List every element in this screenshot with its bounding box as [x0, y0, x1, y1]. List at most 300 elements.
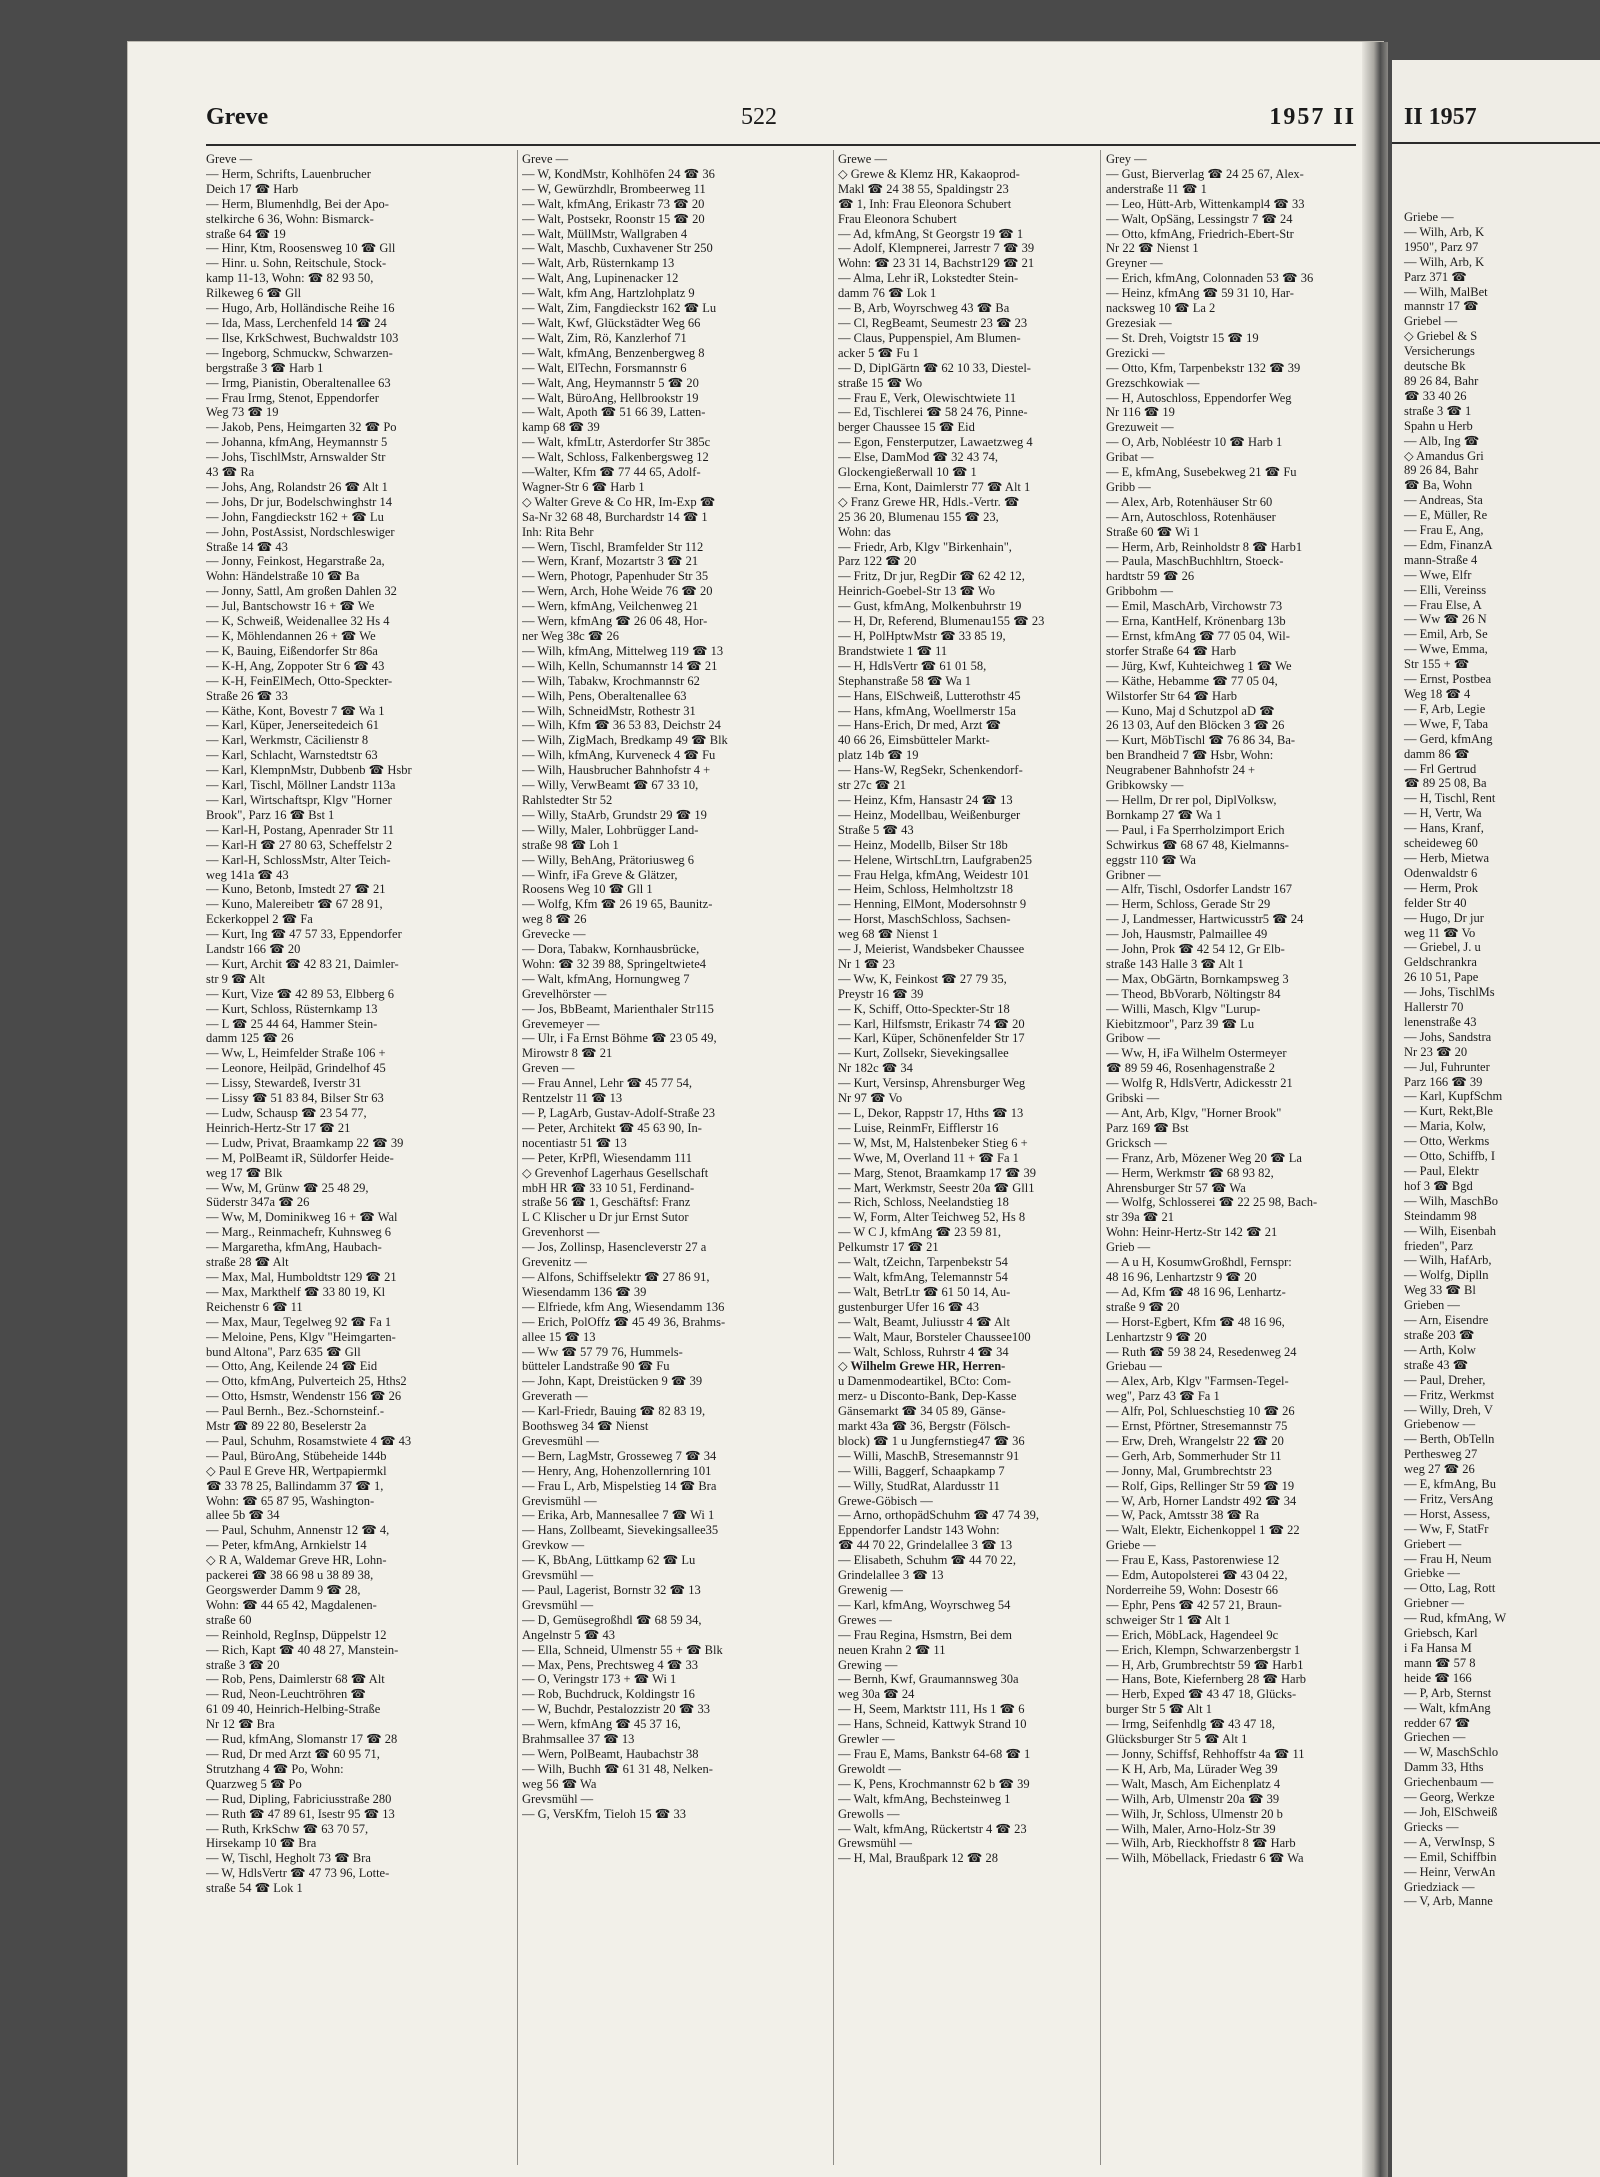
facing-page-rule [1392, 142, 1600, 144]
directory-entry-line: Greve — [206, 152, 253, 166]
directory-entry-line: Nr 182c ☎ 34 [838, 1061, 913, 1076]
directory-entry-line: — Paula, MaschBuchhltrn, Stoeck- [1106, 554, 1284, 569]
directory-entry-line: — Frau E, Verk, Olewischtwiete 11 [838, 390, 1017, 405]
directory-entry-line: — Karl-Friedr, Bauing ☎ 82 83 19, [522, 1404, 706, 1419]
directory-entry-line: — Meloine, Pens, Klgv "Heimgarten- [206, 1329, 396, 1344]
directory-entry-line: damm 76 ☎ Lok 1 [838, 286, 937, 301]
directory-entry-line: — Walt, kfm Ang, Hartzlohplatz 9 [522, 286, 695, 301]
directory-entry-line: Pelkumstr 17 ☎ 21 [838, 1240, 939, 1255]
directory-entry-line: — W, Gewürzhdlr, Brombeerweg 11 [522, 181, 706, 196]
directory-entry-line: — Walt, kfmAng, Bechsteinweg 1 [838, 1791, 1011, 1806]
facing-page-entry-line: Perthesweg 27 [1404, 1447, 1478, 1462]
directory-entry-line: Grevismühl — [522, 1493, 597, 1508]
directory-entry-line: — Walt, Kwf, Glückstädter Weg 66 [522, 315, 701, 330]
directory-entry-line: weg 68 ☎ Nienst 1 [838, 927, 939, 942]
directory-entry-line: Grevecke — [522, 927, 586, 942]
facing-page-entry-line: — Herb, Mietwa [1404, 850, 1490, 865]
directory-entry-line: Gricksch — [1106, 1135, 1167, 1150]
directory-entry-line: Grezicki — [1106, 345, 1165, 360]
facing-page-entry-line: 26 10 51, Pape [1404, 970, 1479, 985]
directory-entry-line: — Wilh, Maler, Arno-Holz-Str 39 [1106, 1821, 1276, 1836]
directory-entry-line: Eppendorfer Landstr 143 Wohn: [838, 1523, 1000, 1538]
directory-entry-line: — Ww, L, Heimfelder Straße 106 + [206, 1046, 386, 1061]
directory-entry-line: — Wern, PolBeamt, Haubachstr 38 [522, 1746, 699, 1761]
directory-entry-line: — Erw, Dreh, Wrangelstr 22 ☎ 20 [1106, 1433, 1284, 1448]
directory-entry-line: Wiesendamm 136 ☎ 39 [522, 1284, 647, 1299]
directory-entry-line: Nr 22 ☎ Nienst 1 [1106, 241, 1199, 256]
directory-entry-line: Griebau — [1106, 1359, 1162, 1374]
directory-entry-line: — Otto, Hsmstr, Wendenstr 156 ☎ 26 [206, 1389, 402, 1404]
facing-page-entry-line: — Frl Gertrud [1404, 761, 1477, 776]
facing-page-entry-line: — Otto, Lag, Rott [1404, 1581, 1496, 1596]
column-divider [1100, 150, 1101, 2165]
directory-entry-line: Grewe — [838, 152, 887, 166]
directory-entry-line: u Damenmodeartikel, BCto: Com- [838, 1374, 1011, 1389]
directory-entry-line: Grindelallee 3 ☎ 13 [838, 1568, 944, 1583]
directory-entry-line: — W, HdlsVertr ☎ 47 73 96, Lotte- [206, 1866, 390, 1881]
directory-entry-line: — Friedr, Arb, Klgv "Birkenhain", [838, 539, 1012, 554]
directory-entry-line: bund Altona", Parz 635 ☎ Gll [206, 1344, 361, 1359]
directory-entry-line: weg", Parz 43 ☎ Fa 1 [1106, 1389, 1220, 1404]
directory-entry-line: — Edm, Autopolsterei ☎ 43 04 22, [1106, 1568, 1288, 1583]
directory-entry-line: Wohn: das [838, 524, 891, 539]
directory-entry-line: — Lissy, Stewardeß, Iverstr 31 [206, 1076, 362, 1091]
directory-entry-line: — Emil, MaschArb, Virchowstr 73 [1106, 599, 1283, 614]
directory-entry-line: — Erich, kfmAng, Colonnaden 53 ☎ 36 [1106, 271, 1314, 286]
directory-entry-line: Straße 60 ☎ Wi 1 [1106, 524, 1200, 539]
directory-entry-line: — Karl, Küper, Jenerseitedeich 61 [206, 718, 380, 733]
directory-entry-line: — Wern, kfmAng ☎ 45 37 16, [522, 1717, 681, 1732]
directory-entry-line: Grezuweit — [1106, 420, 1174, 435]
facing-page-entry-line: — Ww ☎ 26 N [1404, 612, 1487, 627]
directory-entry-line: — Alex, Arb, Klgv "Farmsen-Tegel- [1106, 1374, 1289, 1389]
facing-page-entry-line: ☎ Ba, Wohn [1404, 478, 1473, 493]
directory-entry-line: — Jos, BbBeamt, Marienthaler Str115 [522, 1001, 714, 1016]
facing-page-entry-line: hof 3 ☎ Bgd [1404, 1178, 1473, 1193]
directory-entry-line: — Max, ObGärtn, Bornkampsweg 3 [1106, 971, 1289, 986]
directory-entry-line: — Jonny, Schiffsf, Rehhoffstr 4a ☎ 11 [1106, 1746, 1305, 1761]
directory-entry-line: — Erika, Arb, Mannesallee 7 ☎ Wi 1 [522, 1508, 715, 1523]
directory-entry-line: — Erich, Klempn, Schwarzenbergstr 1 [1106, 1642, 1301, 1657]
directory-entry-line: Greve — [522, 152, 569, 166]
facing-page-entry-line: — Horst, Assess, [1404, 1506, 1491, 1521]
directory-entry-line: — Wilh, SchneidMstr, Rothestr 31 [522, 703, 696, 718]
directory-entry-line: Brandstwiete 1 ☎ 11 [838, 643, 948, 658]
directory-entry-line: packerei ☎ 38 66 98 u 38 89 38, [206, 1568, 374, 1583]
directory-entry-line: — Hans-W, RegSekr, Schenkendorf- [838, 763, 1023, 778]
directory-entry-line: — Horst, MaschSchloss, Sachsen- [838, 912, 1011, 927]
directory-entry-line: ◇ Wilhelm Grewe HR, Herren- [838, 1359, 1006, 1374]
directory-entry-line: — Frau Regina, Hsmstrn, Bei dem [838, 1627, 1012, 1642]
directory-entry-line: — Johs, Dr jur, Bodelschwinghstr 14 [206, 494, 392, 509]
directory-entry-line: Ahrensburger Str 57 ☎ Wa [1106, 1180, 1246, 1195]
directory-entry-line: Gribkowsky — [1106, 778, 1184, 793]
facing-page-entry-line: — E, Müller, Re [1404, 508, 1488, 523]
directory-entry-line: Brahmsallee 37 ☎ 13 [522, 1732, 635, 1747]
directory-entry-line: Kiebitzmoor", Parz 39 ☎ Lu [1106, 1016, 1255, 1031]
facing-page-entry-line: — H, Vertr, Wa [1404, 806, 1482, 821]
directory-entry-line: Mirowstr 8 ☎ 21 [522, 1046, 613, 1061]
directory-entry-line: Grieb — [1106, 1240, 1151, 1255]
directory-entry-line: Neugrabener Bahnhofstr 24 + [1106, 763, 1256, 778]
directory-entry-line: — Kuno, Betonb, Imstedt 27 ☎ 21 [206, 882, 386, 897]
directory-entry-line: merz- u Disconto-Bank, Dep-Kasse [838, 1389, 1017, 1404]
directory-entry-line: — Walt, kfmAng, Telemannstr 54 [838, 1269, 1008, 1284]
facing-page-entry-line: — Wilh, Eisenbah [1404, 1223, 1496, 1238]
directory-entry-line: — Karl, kfmAng, Woyrschweg 54 [838, 1597, 1011, 1612]
directory-entry-line: — L, Dekor, Rappstr 17, Hths ☎ 13 [838, 1106, 1024, 1120]
directory-entry-line: straße 56 ☎ 1, Geschäftsf: Franz [522, 1195, 691, 1210]
directory-entry-line: — Ant, Arb, Klgv, "Horner Brook" [1106, 1106, 1282, 1120]
directory-entry-line: Parz 122 ☎ 20 [838, 554, 917, 569]
directory-entry-line: — Egon, Fensterputzer, Lawaetzweg 4 [838, 435, 1033, 450]
directory-entry-line: 25 36 20, Blumenau 155 ☎ 23, [838, 509, 999, 524]
directory-entry-line: storfer Straße 64 ☎ Harb [1106, 643, 1237, 658]
directory-entry-line: — Wilh, Kelln, Schumannstr 14 ☎ 21 [522, 658, 718, 673]
directory-entry-line: — Elisabeth, Schuhm ☎ 44 70 22, [838, 1553, 1017, 1568]
directory-entry-line: Grewolls — [838, 1806, 900, 1821]
directory-entry-line: Wohn: ☎ 32 39 88, Springeltwiete4 [522, 956, 706, 971]
directory-entry-line: Grewenig — [838, 1583, 903, 1597]
directory-entry-line: straße 28 ☎ Alt [206, 1255, 289, 1270]
facing-page-entry-line: — F, Arb, Legie [1404, 701, 1486, 716]
directory-entry-line: — Frau L, Arb, Mispelstieg 14 ☎ Bra [522, 1478, 717, 1493]
facing-page-entry-line: — P, Arb, Sternst [1404, 1685, 1492, 1700]
directory-entry-line: Landstr 166 ☎ 20 [206, 942, 301, 957]
facing-page-entry-line: heide ☎ 166 [1404, 1670, 1472, 1685]
directory-entry-line: straße 15 ☎ Wo [838, 375, 923, 390]
directory-entry-line: — Ruth, KrkSchw ☎ 63 70 57, [206, 1821, 369, 1836]
directory-entry-line: — K-H, FeinElMech, Otto-Speckter- [206, 673, 393, 688]
facing-page-entry-line: — Ww, F, StatFr [1404, 1521, 1489, 1536]
directory-entry-line: Norderreihe 59, Wohn: Dosestr 66 [1106, 1583, 1278, 1597]
facing-page-entry-line: — Edm, FinanzA [1404, 537, 1493, 552]
directory-entry-line: ◇ R A, Waldemar Greve HR, Lohn- [206, 1553, 387, 1568]
directory-entry-line: Rahlstedter Str 52 [522, 792, 613, 807]
directory-entry-line: — Rud, Dipling, Fabriciusstraße 280 [206, 1791, 392, 1806]
directory-entry-line: — Rolf, Gips, Rellinger Str 59 ☎ 19 [1106, 1478, 1295, 1493]
directory-entry-line: mbH HR ☎ 33 10 51, Ferdinand- [522, 1180, 695, 1195]
directory-entry-line: — Käthe, Hebamme ☎ 77 05 04, [1106, 673, 1278, 688]
directory-entry-line: — Cl, RegBeamt, Seumestr 23 ☎ 23 [838, 315, 1028, 330]
facing-page-entry-line: deutsche Bk [1404, 359, 1466, 374]
directory-entry-line: — Karl, Schlacht, Warnstedtstr 63 [206, 748, 378, 763]
directory-entry-line: ☎ 33 78 25, Ballindamm 37 ☎ 1, [206, 1478, 384, 1493]
directory-entry-line: — O, Arb, Nobléestr 10 ☎ Harb 1 [1106, 435, 1283, 450]
facing-page-entry-line: — Heinr, VerwAn [1404, 1864, 1496, 1879]
directory-entry-line: bergstraße 3 ☎ Harb 1 [206, 360, 324, 375]
facing-page-entry-line: — Willy, Dreh, V [1404, 1402, 1493, 1417]
facing-page-entry-line: — Frau E, Ang, [1404, 523, 1484, 538]
directory-entry-line: — Kurt, MöbTischl ☎ 76 86 34, Ba- [1106, 733, 1296, 748]
directory-entry-line: — Walt, kfmLtr, Asterdorfer Str 385c [522, 435, 711, 450]
directory-entry-line: — Ruth ☎ 59 38 24, Resedenweg 24 [1106, 1344, 1297, 1359]
facing-page-entry-line: — Johs, TischlMs [1404, 985, 1495, 1000]
directory-entry-line: — Heinz, Modellbau, Weißenburger [838, 807, 1021, 822]
directory-entry-line: Parz 169 ☎ Bst [1106, 1120, 1189, 1135]
directory-entry-line: — Rich, Schloss, Neelandstieg 18 [838, 1195, 1009, 1210]
directory-entry-line: Stephanstraße 58 ☎ Wa 1 [838, 673, 972, 688]
facing-page-entry-line: — Emil, Schiffbin [1404, 1849, 1497, 1864]
facing-page-entry-line: mann-Straße 4 [1404, 552, 1478, 567]
directory-entry-line: straße 54 ☎ Lok 1 [206, 1881, 303, 1896]
directory-entry-line: — Otto, Ang, Keilende 24 ☎ Eid [206, 1359, 378, 1374]
directory-entry-line: — Wilh, Arb, Rieckhoffstr 8 ☎ Harb [1106, 1836, 1296, 1851]
directory-entry-line: — Willi, Masch, Klgv "Lurup- [1106, 1001, 1261, 1016]
directory-entry-line: Grevenitz — [522, 1255, 587, 1270]
facing-page-entry-line: — Walt, kfmAng [1404, 1700, 1491, 1715]
directory-entry-line: — Hinr, Ktm, Roosensweg 10 ☎ Gll [206, 241, 396, 256]
directory-entry-line: — Walt, tZeichn, Tarpenbekstr 54 [838, 1255, 1008, 1270]
directory-entry-line: — Wern, Arch, Hohe Weide 76 ☎ 20 [522, 584, 713, 599]
directory-entry-line: — Henry, Ang, Hohenzollernring 101 [522, 1463, 712, 1478]
directory-entry-line: Griebe — [1106, 1538, 1156, 1553]
directory-entry-line: — K, Schweiß, Weidenallee 32 Hs 4 [206, 614, 390, 629]
directory-entry-line: — A u H, KosumwGroßhdl, Fernspr: [1106, 1255, 1292, 1270]
directory-entry-line: Grey — [1106, 152, 1147, 166]
directory-entry-line: — Jakob, Pens, Heimgarten 32 ☎ Po [206, 420, 397, 435]
directory-entry-line: — Willy, StaArb, Grundstr 29 ☎ 19 [522, 807, 707, 822]
directory-entry-line: — Kurt, Versinsp, Ahrensburger Weg [838, 1076, 1026, 1091]
directory-entry-line: — Ww, H, iFa Wilhelm Ostermeyer [1106, 1046, 1287, 1061]
directory-entry-line: — Walt, Schloss, Falkenbergsweg 12 [522, 450, 709, 465]
directory-entry-line: — Rud, Neon-Leuchtröhren ☎ [206, 1687, 366, 1702]
directory-entry-line: Heinrich-Hertz-Str 17 ☎ 21 [206, 1120, 351, 1135]
facing-page-entry-line: — Arth, Kolw [1404, 1342, 1476, 1357]
facing-page-entry-line: — Wilh, Arb, K [1404, 224, 1485, 239]
directory-entry-line: ☎ 89 59 46, Rosenhagenstraße 2 [1106, 1061, 1276, 1076]
facing-page-entry-line: Griebsch, Karl [1404, 1626, 1478, 1641]
directory-entry-line: Mstr ☎ 89 22 80, Beselerstr 2a [206, 1419, 367, 1434]
directory-entry-line: Gribner — [1106, 867, 1161, 882]
facing-page-entry-line: 89 26 84, Bahr [1404, 463, 1479, 478]
directory-entry-line: Eckerkoppel 2 ☎ Fa [206, 912, 313, 927]
facing-page-entry-line: felder Str 40 [1404, 895, 1467, 910]
directory-entry-line: — Wilh, Tabakw, Krochmannstr 62 [522, 673, 700, 688]
facing-page-entry-line: weg 27 ☎ 26 [1404, 1462, 1475, 1477]
facing-page-entry-line: — Emil, Arb, Se [1404, 627, 1488, 642]
directory-entry-line: — Arn, Autoschloss, Rotenhäuser [1106, 509, 1276, 524]
directory-entry-line: nacksweg 10 ☎ La 2 [1106, 301, 1216, 316]
directory-entry-line: platz 14b ☎ 19 [838, 748, 919, 763]
directory-entry-line: — Adolf, Klempnerei, Jarrestr 7 ☎ 39 [838, 241, 1035, 256]
directory-entry-line: — Walt, Apoth ☎ 51 66 39, Latten- [522, 405, 706, 420]
directory-entry-line: — Alfons, Schiffselektr ☎ 27 86 91, [522, 1269, 710, 1284]
directory-entry-line: ben Brandheid 7 ☎ Hsbr, Wohn: [1106, 748, 1274, 763]
directory-entry-line: — Walt, MüllMstr, Wallgraben 4 [522, 226, 688, 241]
directory-entry-line: — Walt, Postsekr, Roonstr 15 ☎ 20 [522, 211, 705, 226]
directory-entry-line: — Karl, Küper, Schönenfelder Str 17 [838, 1031, 1025, 1046]
directory-entry-line: — W, Tischl, Hegholt 73 ☎ Bra [206, 1851, 371, 1866]
directory-entry-line: — Gerh, Arb, Sommerhuder Str 11 [1106, 1448, 1282, 1463]
directory-entry-line: Roosens Weg 10 ☎ Gll 1 [522, 882, 653, 897]
directory-entry-line: — Marg, Stenot, Braamkamp 17 ☎ 39 [838, 1165, 1036, 1180]
directory-entry-line: — D, Gemüsegroßhdl ☎ 68 59 34, [522, 1612, 702, 1627]
directory-entry-line: — Bernh, Kwf, Graumannsweg 30a [838, 1672, 1019, 1687]
directory-entry-line: allee 5b ☎ 34 [206, 1508, 280, 1523]
directory-entry-line: — K, Schiff, Otto-Speckter-Str 18 [838, 1001, 1010, 1016]
facing-page-entry-line: Griebenow — [1404, 1417, 1476, 1432]
facing-page-entry-line: — Maria, Kolw, [1404, 1119, 1486, 1134]
directory-entry-line: — Herb, Exped ☎ 43 47 18, Glücks- [1106, 1687, 1297, 1702]
directory-entry-line: bütteler Landstraße 90 ☎ Fu [522, 1359, 670, 1374]
directory-entry-line: Gribbohm — [1106, 584, 1174, 599]
directory-entry-line: — Kuno, Malereibetr ☎ 67 28 91, [206, 897, 383, 912]
directory-entry-line: — O, Veringstr 173 + ☎ Wi 1 [522, 1672, 677, 1687]
directory-entry-line: gustenburger Ufer 16 ☎ 43 [838, 1299, 980, 1314]
directory-entry-line: — John, Fangdieckstr 162 + ☎ Lu [206, 509, 384, 524]
directory-entry-line: — W, Buchdr, Pestalozzistr 20 ☎ 33 [522, 1702, 710, 1717]
header-year: 1957 II [1269, 104, 1356, 130]
directory-entry-line: — Walt, Zim, Fangdieckstr 162 ☎ Lu [522, 301, 717, 316]
directory-entry-line: straße 60 [206, 1612, 252, 1627]
directory-entry-line: — John, PostAssist, Nordschleswiger [206, 524, 395, 539]
facing-page-entry-line: — Paul, Elektr [1404, 1164, 1479, 1178]
directory-entry-line: — Johanna, kfmAng, Heymannstr 5 [206, 435, 388, 450]
directory-entry-line: — Walt, Elektr, Eichenkoppel 1 ☎ 22 [1106, 1523, 1300, 1538]
directory-entry-line: — Ww, M, Dominikweg 16 + ☎ Wal [206, 1210, 398, 1225]
directory-entry-line: Makl ☎ 24 38 55, Spaldingstr 23 [838, 181, 1009, 196]
directory-entry-line: — Walt, kfmAng, Hornungweg 7 [522, 971, 690, 986]
directory-entry-line: — Walt, ElTechn, Forsmannstr 6 [522, 360, 687, 375]
directory-entry-line: neuen Krahn 2 ☎ 11 [838, 1642, 946, 1657]
directory-entry-line: — Hans, Schneid, Kattwyk Strand 10 [838, 1717, 1027, 1732]
directory-entry-line: — Walt, BüroAng, Hellbrookstr 19 [522, 390, 699, 405]
directory-entry-line: acker 5 ☎ Fu 1 [838, 345, 919, 360]
directory-entry-line: — Wolfg, Schlosserei ☎ 22 25 98, Bach- [1106, 1195, 1318, 1210]
directory-entry-line: — E, kfmAng, Susebekweg 21 ☎ Fu [1106, 465, 1297, 480]
facing-page-entry-line: — Frau H, Neum [1404, 1551, 1492, 1566]
directory-entry-line: — Kuno, Maj d Schutzpol aD ☎ [1106, 703, 1275, 718]
directory-entry-line: weg 56 ☎ Wa [522, 1776, 597, 1791]
directory-entry-line: — W, Pack, Amtsstr 38 ☎ Ra [1106, 1508, 1260, 1523]
directory-entry-line: — Claus, Puppenspiel, Am Blumen- [838, 330, 1021, 345]
directory-entry-line: — Otto, kfmAng, Pulverteich 25, Hths2 [206, 1374, 407, 1389]
facing-page-entry-line: Griebert — [1404, 1536, 1462, 1551]
directory-entry-line: — Max, Mal, Humboldtstr 129 ☎ 21 [206, 1269, 397, 1284]
directory-entry-line: — Jul, Bantschowstr 16 + ☎ We [206, 599, 375, 614]
directory-entry-line: — Franz, Arb, Mözener Weg 20 ☎ La [1106, 1150, 1302, 1165]
facing-page-entry-line: mann ☎ 57 8 [1404, 1655, 1476, 1670]
directory-entry-line: — Wern, kfmAng, Veilchenweg 21 [522, 599, 699, 614]
facing-page-entry-line: — Andreas, Sta [1404, 493, 1483, 508]
directory-entry-line: ◇ Grewe & Klemz HR, Kakaoprod- [838, 166, 1020, 181]
directory-entry-line: — Hans, kfmAng, Woellmerstr 15a [838, 703, 1016, 718]
directory-entry-line: — Willy, Maler, Lohbrügger Land- [522, 822, 699, 837]
directory-entry-line: — Paul, Schuhm, Rosamstwiete 4 ☎ 43 [206, 1433, 412, 1448]
directory-entry-line: Grevsmühl — [522, 1597, 594, 1612]
directory-entry-line: Straße 5 ☎ 43 [838, 822, 914, 837]
directory-entry-line: — Frau E, Kass, Pastorenwiese 12 [1106, 1553, 1280, 1568]
directory-entry-line: — Ruth ☎ 47 89 61, Isestr 95 ☎ 13 [206, 1806, 395, 1821]
directory-entry-line: Glockengießerwall 10 ☎ 1 [838, 465, 977, 480]
directory-entry-line: — Leonore, Heilpäd, Grindelhof 45 [206, 1061, 386, 1076]
directory-entry-line: ☎ 44 70 22, Grindelallee 3 ☎ 13 [838, 1538, 1013, 1553]
directory-entry-line: — Frau Irmg, Stenot, Eppendorfer [206, 390, 379, 405]
directory-entry-line: block) ☎ 1 u Jungfernstieg47 ☎ 36 [838, 1433, 1025, 1448]
directory-entry-line: — H, Mal, Braußpark 12 ☎ 28 [838, 1851, 998, 1866]
directory-entry-line: Wohn: Heinr-Hertz-Str 142 ☎ 21 [1106, 1225, 1278, 1240]
directory-entry-line: Grevsmühl — [522, 1791, 594, 1806]
directory-entry-line: — Hans, ElSchweiß, Lutterothstr 45 [838, 688, 1021, 703]
directory-entry-line: Grevkow — [522, 1538, 585, 1553]
directory-entry-line: — Heinz, Modellb, Bilser Str 18b [838, 837, 1008, 852]
directory-entry-line: — H, PolHptwMstr ☎ 33 85 19, [838, 629, 1006, 643]
directory-entry-line: Grevelhörster — [522, 986, 607, 1001]
directory-entry-line: — Kurt, Vize ☎ 42 89 53, Elbberg 6 [206, 986, 394, 1001]
directory-entry-line: — H, Dr, Referend, Blumenau155 ☎ 23 [838, 614, 1045, 629]
directory-entry-line: — Ad, kfmAng, St Georgstr 19 ☎ 1 [838, 226, 1024, 241]
directory-entry-line: markt 43a ☎ 36, Bergstr (Fölsch- [838, 1419, 1011, 1434]
directory-entry-line: — Bern, LagMstr, Grosseweg 7 ☎ 34 [522, 1448, 717, 1463]
directory-entry-line: Straße 26 ☎ 33 [206, 688, 288, 703]
directory-entry-line: Weg 73 ☎ 19 [206, 405, 279, 420]
directory-entry-line: — Jürg, Kwf, Kuhteichweg 1 ☎ We [1106, 658, 1292, 673]
directory-entry-line: — Ulr, i Fa Ernst Böhme ☎ 23 05 49, [522, 1031, 717, 1046]
directory-entry-line: — H, Arb, Grumbrechtstr 59 ☎ Harb1 [1106, 1657, 1304, 1672]
directory-entry-line: — Ww, M, Grünw ☎ 25 48 29, [206, 1180, 369, 1195]
directory-entry-line: — Theod, BbVorarb, Nöltingstr 84 [1106, 986, 1281, 1001]
directory-entry-line: — Wern, Photogr, Papenhuder Str 35 [522, 569, 709, 584]
directory-entry-line: — Ww, K, Feinkost ☎ 27 79 35, [838, 971, 1007, 986]
page-number: 522 [741, 104, 777, 130]
directory-entry-line: — Jonny, Mal, Grumbrechtstr 23 [1106, 1463, 1272, 1478]
directory-entry-line: — Peter, KrPfl, Wiesendamm 111 [522, 1150, 693, 1165]
directory-entry-line: — Willi, MaschB, Stresemannstr 91 [838, 1448, 1020, 1463]
facing-page-entry-line: ◇ Griebel & S [1404, 329, 1478, 344]
directory-entry-line: — Wern, Tischl, Bramfelder Str 112 [522, 539, 704, 554]
directory-entry-line: Wohn: ☎ 23 31 14, Bachstr129 ☎ 21 [838, 256, 1035, 271]
directory-entry-line: — Erna, KantHelf, Krönenbarg 13b [1106, 614, 1286, 629]
facing-page-entry-line: weg 11 ☎ Vo [1404, 925, 1476, 940]
directory-entry-line: — Peter, Architekt ☎ 45 63 90, In- [522, 1120, 702, 1135]
directory-entry-line: Inh: Rita Behr [522, 524, 594, 539]
directory-entry-line: — Willi, Baggerf, Schaapkamp 7 [838, 1463, 1005, 1478]
facing-page-entry-line: 1950", Parz 97 [1404, 239, 1479, 254]
directory-entry-line: — Elfriede, kfm Ang, Wiesendamm 136 [522, 1299, 725, 1314]
directory-entry-line: Grezesiak — [1106, 315, 1172, 330]
directory-entry-line: — Heim, Schloss, Helmholtzstr 18 [838, 882, 1013, 897]
directory-entry-line: ner Weg 38c ☎ 26 [522, 629, 619, 643]
directory-entry-line: — Heinz, Kfm, Hansastr 24 ☎ 13 [838, 792, 1013, 807]
directory-entry-line: — Ad, Kfm ☎ 48 16 96, Lenhartz- [1106, 1284, 1286, 1299]
directory-entry-line: — Herm, Schloss, Gerade Str 29 [1106, 897, 1271, 912]
directory-entry-line: — Karl, Tischl, Möllner Landstr 113a [206, 778, 396, 793]
facing-page-entry-line: Parz 371 ☎ [1404, 269, 1467, 284]
directory-entry-line: — Walt, Maur, Borsteler Chaussee100 [838, 1329, 1031, 1344]
directory-column-4 [1106, 152, 1358, 2162]
directory-entry-line: Schwirkus ☎ 68 67 48, Kielmanns- [1106, 837, 1289, 852]
directory-entry-line: — Ernst, kfmAng ☎ 77 05 04, Wil- [1106, 629, 1290, 643]
directory-entry-line: Frau Eleonora Schubert [838, 211, 957, 226]
facing-page-entry-line: — Griebel, J. u [1404, 940, 1481, 955]
directory-entry-line: — Walt, BetrLtr ☎ 61 50 14, Au- [838, 1284, 1011, 1299]
directory-entry-line: — Paul, Schuhm, Annenstr 12 ☎ 4, [206, 1523, 390, 1538]
facing-page-header: II 1957 [1404, 104, 1477, 130]
facing-page-entry-line: Griebke — [1404, 1566, 1460, 1581]
directory-entry-line: Greverath — [522, 1389, 588, 1404]
directory-entry-line: — M, PolBeamt iR, Süldorfer Heide- [206, 1150, 394, 1165]
facing-page-entry-line: — Frau Else, A [1404, 597, 1482, 612]
directory-entry-line: — Horst-Egbert, Kfm ☎ 48 16 96, [1106, 1314, 1285, 1329]
book-gutter [1362, 42, 1388, 2177]
directory-entry-line: str 9 ☎ Alt [206, 971, 265, 986]
directory-entry-line: 40 66 26, Eimsbütteler Markt- [838, 733, 990, 748]
directory-entry-line: Grewler — [838, 1732, 895, 1747]
facing-page-entry-line: — A, VerwInsp, S [1404, 1834, 1496, 1849]
directory-entry-line: — Wilh, ZigMach, Bredkamp 49 ☎ Blk [522, 733, 728, 748]
directory-entry-line: ◇ Paul E Greve HR, Wertpapiermkl [206, 1463, 387, 1478]
